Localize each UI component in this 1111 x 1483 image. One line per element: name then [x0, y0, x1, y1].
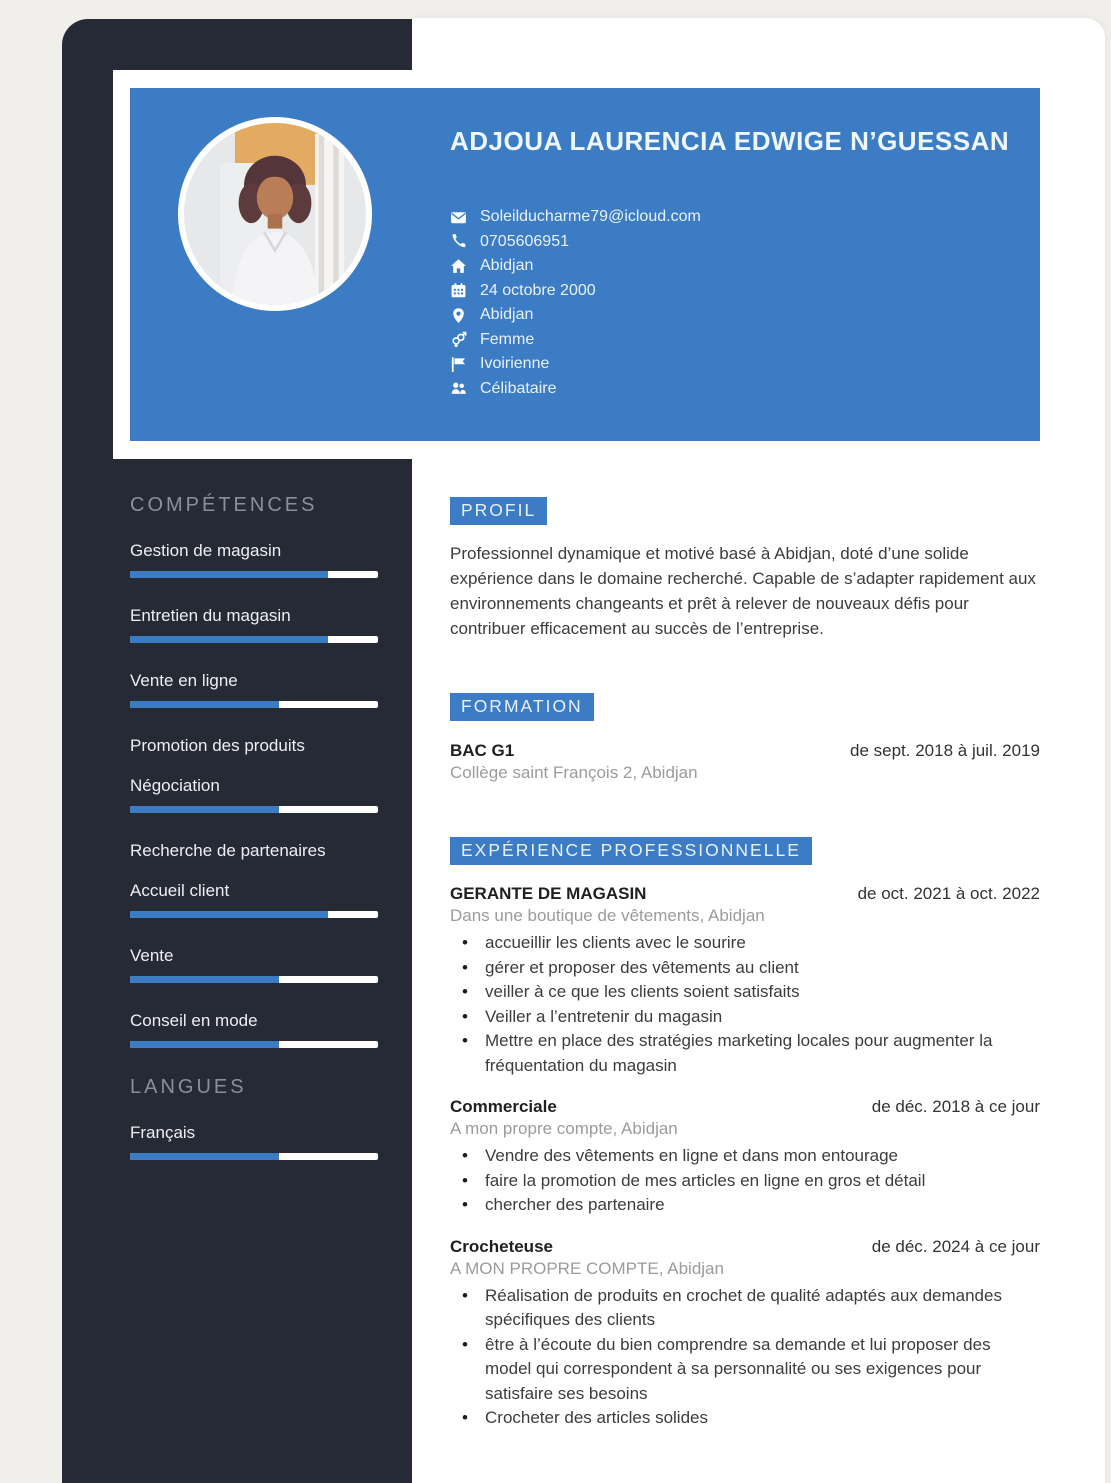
skill-bar: [130, 701, 378, 708]
skill-label: Gestion de magasin: [130, 541, 282, 560]
job-place: Dans une boutique de vêtements, Abidjan: [450, 906, 765, 925]
job-header-row: [450, 884, 1040, 904]
envelope-icon: [450, 209, 467, 226]
formation-date: de sept. 2018 à juil. 2019: [850, 741, 1040, 760]
skill-item: [130, 881, 378, 918]
job-bullet: • veiller à ce que les clients soient satisfaits: [450, 980, 1040, 1005]
header-banner: [130, 88, 1040, 441]
languages-section: [130, 1076, 378, 1160]
contact-text: Soleilducharme79@icloud.com: [480, 208, 701, 226]
skill-label: Promotion des produits: [130, 736, 305, 755]
skill-item: [130, 541, 378, 578]
phone-icon: [450, 233, 467, 250]
main-content: [450, 497, 1040, 1431]
job-bullets: [450, 1284, 1040, 1431]
skill-label: Entretien du magasin: [130, 606, 291, 625]
candidate-name: ADJOUA LAURENCIA EDWIGE N’GUESSAN: [450, 126, 1010, 156]
job-date: de déc. 2018 à ce jour: [871, 1097, 1040, 1116]
job-bullets: [450, 931, 1040, 1078]
degree-title: BAC G1: [450, 741, 515, 760]
job-bullet: • être à l’écoute du bien comprendre sa demande et lui proposer des model qui correspondent à sa personnalité ou ses exigences pour satisfaire ses besoins: [450, 1333, 1040, 1407]
contact-item-location: [450, 303, 701, 328]
skill-bar-fill: [130, 701, 279, 708]
skill-label: Accueil client: [130, 881, 230, 900]
contact-item-nationality: [450, 352, 701, 377]
skill-bar: [130, 806, 378, 813]
formation-school: Collège saint François 2, Abidjan: [450, 763, 698, 782]
section-title-formation: FORMATION: [450, 693, 594, 721]
skill-label: Négociation: [130, 776, 220, 795]
job-place: A MON PROPRE COMPTE, Abidjan: [450, 1258, 724, 1278]
skill-bar: [130, 911, 378, 918]
job-bullet: • chercher des partenaire: [450, 1193, 1040, 1218]
section-title-profil: PROFIL: [450, 497, 547, 525]
contact-item-gender: [450, 328, 701, 353]
skill-item: [130, 1011, 378, 1048]
contact-list: [450, 205, 701, 401]
job-bullet: • gérer et proposer des vêtements au client: [450, 956, 1040, 981]
contact-item-email: [450, 205, 701, 230]
gender-icon: [450, 331, 467, 348]
flag-icon: [450, 356, 467, 373]
skill-label: Conseil en mode: [130, 1011, 258, 1030]
job-title: Commerciale: [450, 1097, 557, 1116]
skill-bar-fill: [130, 976, 279, 983]
home-icon: [450, 258, 467, 275]
contact-text: Abidjan: [480, 257, 534, 275]
calendar-icon: [450, 282, 467, 299]
langues-title: LANGUES: [130, 1076, 247, 1098]
skill-bar: [130, 976, 378, 983]
job-bullet: • faire la promotion de mes articles en ligne en gros et détail: [450, 1169, 1040, 1194]
skill-label: Vente en ligne: [130, 671, 238, 690]
language-bar: [130, 1153, 378, 1160]
contact-item-home: [450, 254, 701, 279]
job-title: GERANTE DE MAGASIN: [450, 884, 647, 903]
skill-item: [130, 736, 378, 756]
job-entry: [450, 1237, 1040, 1431]
skill-item: [130, 776, 378, 813]
skill-bar: [130, 571, 378, 578]
section-title-experience: EXPÉRIENCE PROFESSIONNELLE: [450, 837, 812, 865]
job-place: A mon propre compte, Abidjan: [450, 1119, 678, 1138]
job-bullet: • accueillir les clients avec le sourire: [450, 931, 1040, 956]
language-label: Français: [130, 1123, 196, 1142]
contact-item-marital-status: [450, 377, 701, 402]
profile-photo-frame: [178, 117, 372, 311]
skill-bar-fill: [130, 806, 279, 813]
job-bullet: • Vendre des vêtements en ligne et dans mon entourage: [450, 1144, 1040, 1169]
job-bullet: • Réalisation de produits en crochet de qualité adaptés aux demandes spécifiques des clients: [450, 1284, 1040, 1333]
formation-entry-row: [450, 741, 1040, 761]
job-date: de oct. 2021 à oct. 2022: [857, 884, 1040, 903]
job-bullets: [450, 1144, 1040, 1218]
job-header-row: [450, 1097, 1040, 1117]
skill-bar-fill: [130, 1041, 279, 1048]
language-item: [130, 1123, 378, 1160]
skill-bar-fill: [130, 636, 328, 643]
map-pin-icon: [450, 307, 467, 324]
profile-photo: [184, 123, 366, 305]
skill-bar: [130, 636, 378, 643]
contact-text: 0705606951: [480, 232, 569, 250]
job-entry: [450, 1097, 1040, 1218]
profil-text: Professionnel dynamique et motivé basé à Abidjan, doté d’une solide expérience dans le domaine recherché. Capable de s’adapter rapidement aux environnements changeants et prêt à relever de nouveaux défis pour contribuer efficacement au succès de l’entreprise.: [450, 544, 1036, 638]
skill-item: [130, 841, 378, 861]
sidebar: [130, 494, 378, 1188]
skill-bar-fill: [130, 911, 328, 918]
job-bullet: • Mettre en place des stratégies marketing locales pour augmenter la fréquentation du magasin: [450, 1029, 1040, 1078]
job-date: de déc. 2024 à ce jour: [871, 1236, 1040, 1256]
skill-label: Vente: [130, 946, 174, 965]
skill-bar: [130, 1041, 378, 1048]
contact-text: Abidjan: [480, 306, 534, 324]
skill-item: [130, 946, 378, 983]
contact-item-phone: [450, 230, 701, 255]
skill-bar-fill: [130, 571, 328, 578]
contact-text: Célibataire: [480, 379, 557, 397]
contact-item-birthdate: [450, 279, 701, 304]
competences-title: COMPÉTENCES: [130, 494, 318, 516]
contact-text: Femme: [480, 330, 535, 348]
job-header-row: [450, 1237, 1040, 1257]
job-title: Crocheteuse: [450, 1236, 553, 1256]
skill-item: [130, 606, 378, 643]
skill-item: [130, 671, 378, 708]
job-bullet: • Veiller a l’entretenir du magasin: [450, 1005, 1040, 1030]
contact-text: Ivoirienne: [480, 355, 550, 373]
people-icon: [450, 380, 467, 397]
skill-label: Recherche de partenaires: [130, 841, 326, 860]
job-entry: [450, 884, 1040, 1078]
contact-text: 24 octobre 2000: [480, 281, 596, 299]
job-bullet: • Crocheter des articles solides: [450, 1406, 1040, 1431]
language-bar-fill: [130, 1153, 279, 1160]
